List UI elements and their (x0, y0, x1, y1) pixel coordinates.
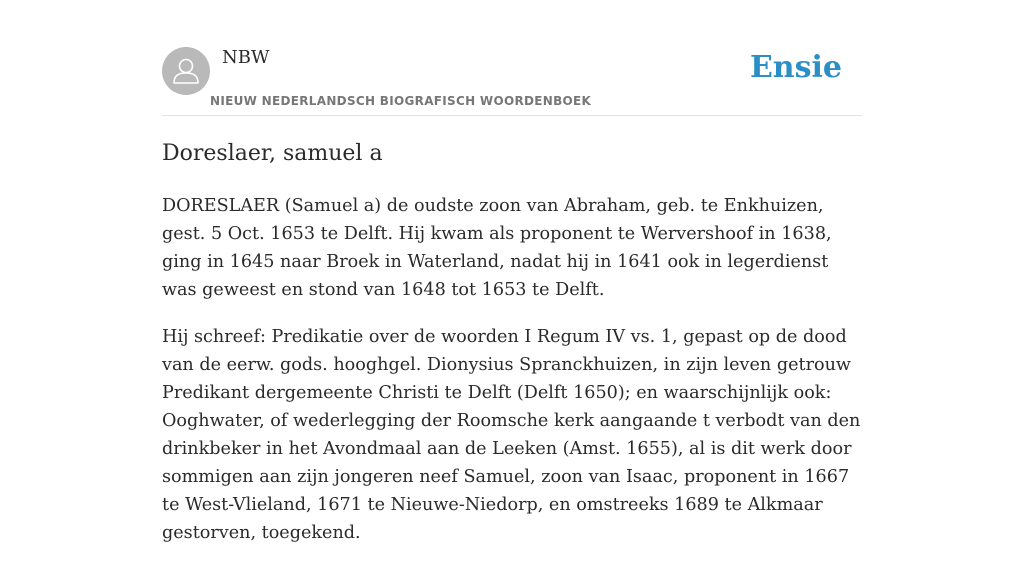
source-name[interactable]: NBW (222, 47, 270, 68)
source-full-name: NIEUW NEDERLANDSCH BIOGRAFISCH WOORDENBOEK (210, 94, 592, 108)
article-title: Doreslaer, samuel a (162, 141, 383, 166)
article-paragraph: Hij schreef: Predikatie over de woorden I Regum IV vs. 1, gepast op de dood van de eerw. gods. hooghgel. Dionysius Spranckhuizen, in zijn leven getrouw Predikant dergemeente Christi te Delft (Delft 1650); en waarschijnlijk ook: Ooghwater, of wederlegging der Roomsche kerk aangaande t verbodt van den drinkbeker in het Avondmaal aan de Leeken (Amst. 1655), al is dit werk door sommigen aan zijn jongeren neef Samuel, zoon van Isaac, proponent in 1667 te West-Vlieland, 1671 te Nieuwe-Niedorp, en omstreeks 1689 te Alkmaar gestorven, toegekend. (162, 327, 861, 543)
article-paragraph: DORESLAER (Samuel a) de oudste zoon van Abraham, geb. te Enkhuizen, gest. 5 Oct. 1653 te Delft. Hij kwam als proponent te Wervershoof in 1638, ging in 1645 naar Broek in Waterland, nadat hij in 1641 ook in legerdienst was geweest en stond van 1648 tot 1653 te Delft. (162, 196, 832, 300)
header (162, 0, 862, 116)
user-icon (162, 47, 210, 95)
ensie-logo[interactable]: Ensie (749, 50, 842, 85)
page (162, 0, 862, 543)
article-body (162, 192, 862, 566)
avatar[interactable] (162, 47, 210, 95)
